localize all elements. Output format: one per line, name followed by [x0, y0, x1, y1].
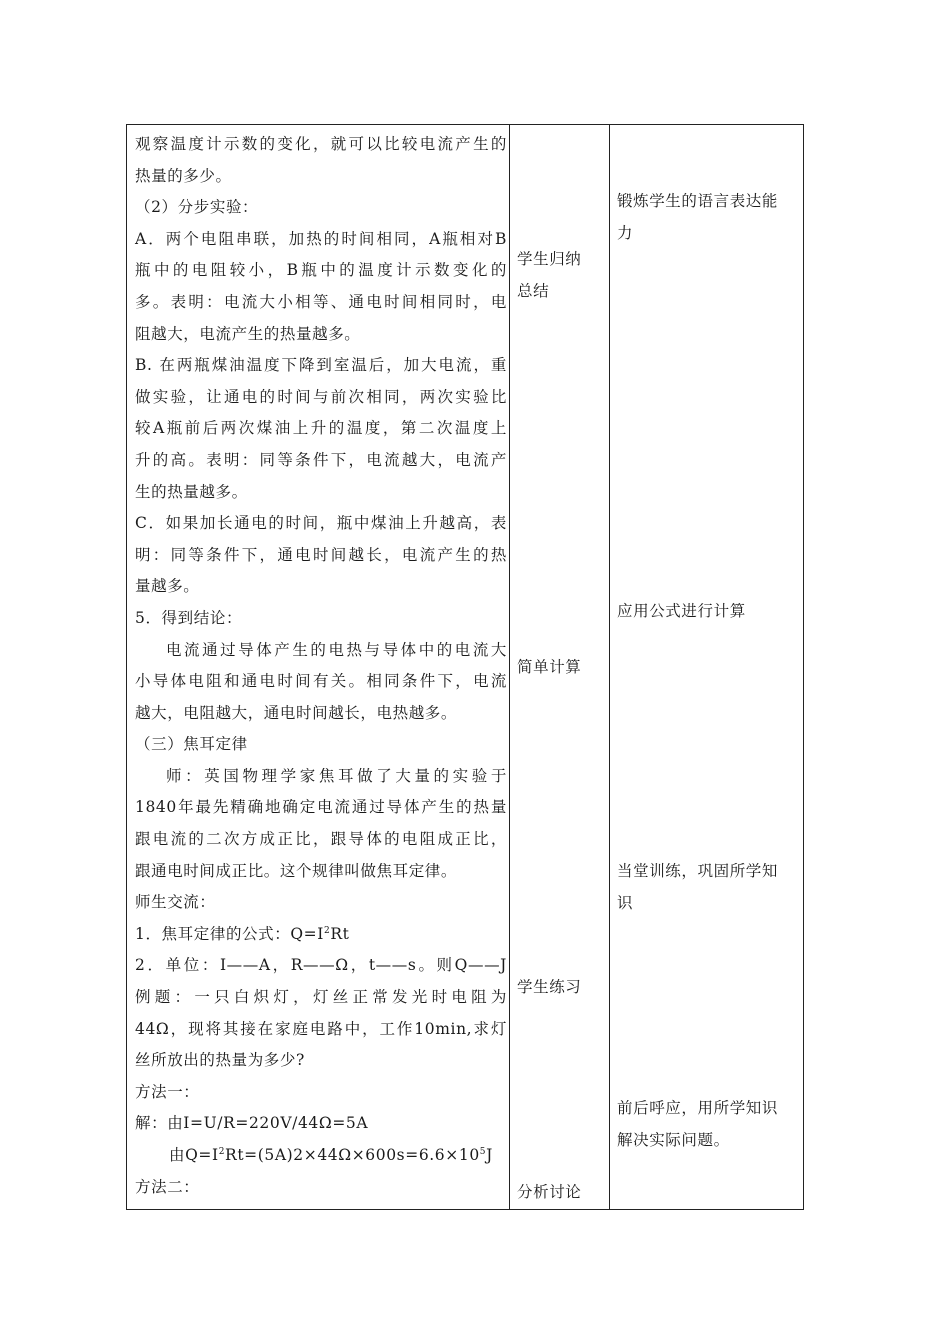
student-activity-d	[517, 1177, 581, 1209]
student-activity-c	[517, 972, 581, 1004]
text-line: 前后呼应，用所学知识	[617, 1099, 779, 1117]
text-line: 1840年最先精确地确定电流通过导体产生的热量	[135, 798, 507, 817]
teaching-content-column	[135, 129, 507, 1203]
text-line: （2）分步实验：	[135, 198, 259, 217]
text-line: 做实验，让通电的时间与前次相同，两次实验比	[135, 387, 507, 406]
student-activity-a	[517, 244, 581, 307]
text-line: 较A瓶前后两次煤油上升的温度，第二次温度上	[135, 419, 507, 438]
text-line: 锻炼学生的语言表达能	[617, 192, 779, 210]
text-line: 方法一：	[135, 1082, 200, 1101]
text-line: 多。表明：电流大小相等、通电时间相同时，电	[135, 292, 507, 311]
text-line: B. 在两瓶煤油温度下降到室温后，加大电流，重	[135, 356, 507, 375]
text-line: 力	[617, 223, 634, 242]
text-line: 当堂训练，巩固所学知	[617, 862, 779, 880]
text-line: 生的热量越多。	[135, 482, 248, 501]
text-line: 识	[617, 893, 634, 912]
text-line: 解决实际问题。	[617, 1130, 730, 1149]
text-line: 5．得到结论：	[135, 608, 243, 627]
text-line: 热量的多少。	[135, 166, 232, 185]
design-intent-c	[617, 856, 778, 919]
text-line: 丝所放出的热量为多少?	[135, 1051, 305, 1070]
text-line: 应用公式进行计算	[617, 602, 746, 620]
formula-text: 由Q=I	[169, 1146, 219, 1164]
text-line: 越大，电阻越大，通电时间越长，电热越多。	[135, 703, 458, 722]
text-line: 量越多。	[135, 577, 200, 596]
superscript: 2	[323, 925, 331, 936]
superscript: 5	[479, 1147, 487, 1157]
text-line: C．如果加长通电的时间，瓶中煤油上升越高，表	[135, 514, 507, 533]
text-line: 瓶中的电阻较小，B瓶中的温度计示数变化的	[135, 261, 507, 280]
text-line: 跟通电时间成正比。这个规律叫做焦耳定律。	[135, 861, 458, 880]
formula-line	[135, 919, 507, 951]
text-line: 升的高。表明：同等条件下，电流越大，电流产	[135, 450, 507, 469]
text-line: 解：由I=U/R=220V/44Ω=5A	[135, 1114, 369, 1133]
formula-text: J	[486, 1146, 493, 1164]
text-line: 44Ω，现将其接在家庭电路中，工作10min,求灯	[135, 1019, 507, 1038]
design-intent-a	[617, 186, 778, 249]
text-line: 2．单位：I——A，R——Ω，t——s。则Q——J	[135, 956, 507, 975]
formula-line	[135, 1140, 507, 1172]
design-intent-d	[617, 1093, 778, 1156]
text-line: 师生交流：	[135, 893, 216, 912]
formula-text: Rt=(5A)2×44Ω×600s=6.6×10	[225, 1146, 480, 1164]
text-line: 小导体电阻和通电时间有关。相同条件下，电流	[135, 672, 507, 691]
superscript: 2	[218, 1147, 226, 1157]
text-line: 观察温度计示数的变化，就可以比较电流产生的	[135, 135, 507, 153]
formula-text: Rt	[330, 924, 350, 943]
column-divider	[509, 125, 510, 1209]
text-line: 电流通过导体产生的电热与导体中的电流大	[166, 640, 507, 659]
student-activity-b	[517, 652, 581, 684]
text-line: 跟电流的二次方成正比，跟导体的电阻成正比，	[135, 830, 507, 849]
text-line: 方法二：	[135, 1177, 200, 1196]
text-line: 例题：一只白炽灯，灯丝正常发光时电阻为	[135, 988, 507, 1007]
text-line: 阻越大，电流产生的热量越多。	[135, 324, 361, 343]
section-heading: （三）焦耳定律	[135, 735, 248, 754]
text-line: 总结	[517, 281, 550, 300]
text-line: 师：英国物理学家焦耳做了大量的实验于	[166, 766, 507, 785]
formula-text: 1．焦耳定律的公式：Q=I	[135, 924, 324, 943]
lesson-plan-table	[126, 124, 804, 1210]
text-line: 分析讨论	[517, 1183, 582, 1201]
text-line: 简单计算	[517, 658, 582, 676]
column-divider	[609, 125, 610, 1209]
text-line: 明：同等条件下，通电时间越长，电流产生的热	[135, 545, 507, 564]
text-line: 学生练习	[517, 978, 582, 996]
design-intent-b	[617, 596, 746, 628]
text-line: 学生归纳	[517, 250, 582, 268]
text-line: A．两个电阻串联，加热的时间相同，A瓶相对B	[135, 229, 507, 248]
